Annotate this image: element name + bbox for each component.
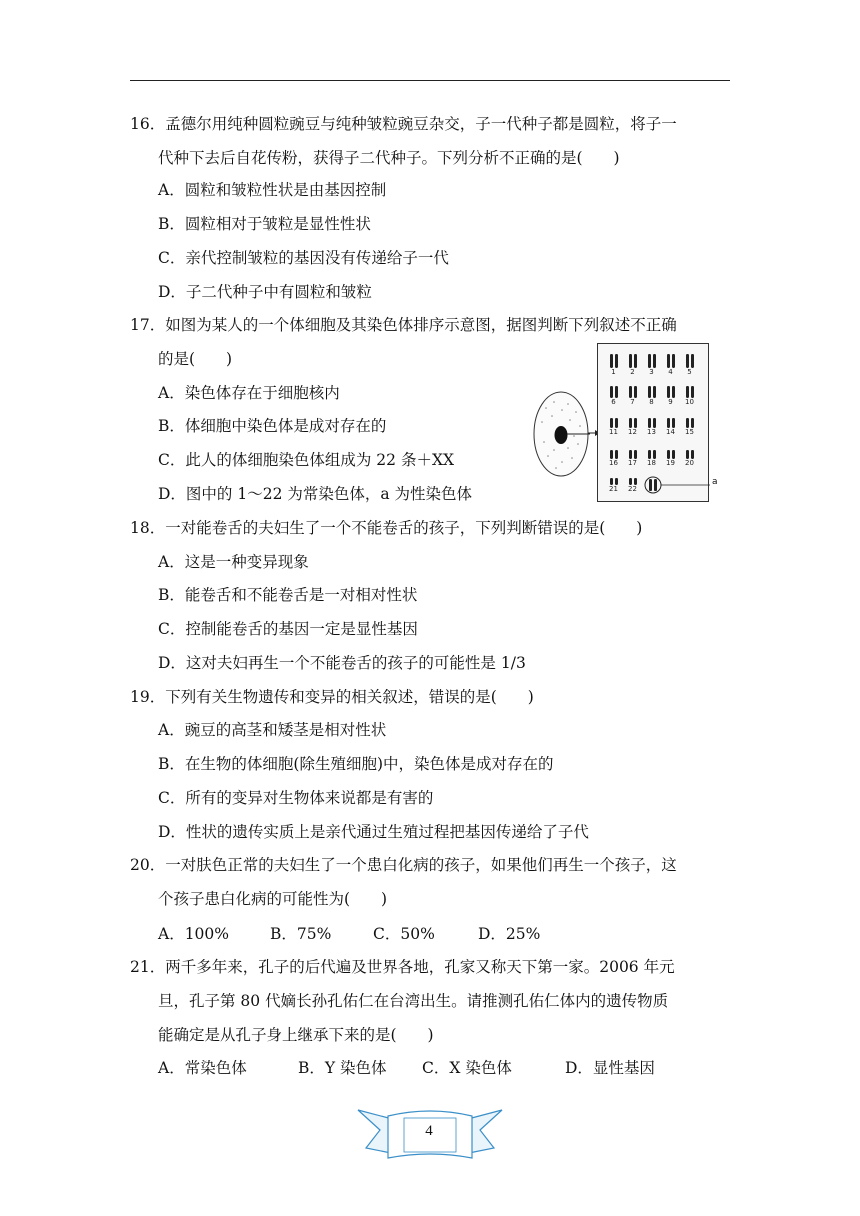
chromosome-pair-2-shape xyxy=(626,354,640,368)
chromosome-pair-17 xyxy=(623,450,642,467)
q17-stem-line-1: 17．如图为某人的一个体细胞及其染色体排序示意图，据图判断下列叙述不正确 xyxy=(130,316,677,334)
chromosome-pair-21-label: 21 xyxy=(609,485,618,493)
chromosome-pair-7-shape xyxy=(626,386,640,398)
chromosome-pair-6-shape xyxy=(607,386,621,398)
chromosome-pair-12-label: 12 xyxy=(628,428,637,436)
chromosome-pair-14-label: 14 xyxy=(666,428,675,436)
karyotype-row-5 xyxy=(604,478,642,493)
header-rule xyxy=(130,80,730,81)
chromosome-pair-1-label: 1 xyxy=(611,368,616,376)
chromosome-pair-11-shape xyxy=(607,418,621,428)
q21-stem-line-2: 旦，孔子第 80 代嫡长孙孔佑仁在台湾出生。请推测孔佑仁体内的遗传物质 xyxy=(158,992,669,1010)
chromosome-pair-6-label: 6 xyxy=(611,398,616,406)
chromosome-pair-19-shape xyxy=(664,450,678,459)
karyotype-row-1 xyxy=(604,354,699,376)
q17-option-a: A．染色体存在于细胞核内 xyxy=(158,384,340,402)
body-cell-diagram xyxy=(532,390,590,478)
chromosome-pair-7 xyxy=(623,386,642,406)
q17-option-d: D．图中的 1～22 为常染色体，a 为性染色体 xyxy=(158,485,473,503)
q19-option-b: B．在生物的体细胞(除生殖细胞)中，染色体是成对存在的 xyxy=(158,755,554,773)
q17-option-b: B．体细胞中染色体是成对存在的 xyxy=(158,417,387,435)
q18-option-a: A．这是一种变异现象 xyxy=(158,553,309,571)
chromosome-pair-6 xyxy=(604,386,623,406)
chromosome-pair-16 xyxy=(604,450,623,467)
chromosome-pair-4 xyxy=(661,354,680,376)
chromosome-pair-8-shape xyxy=(645,386,659,398)
page-number: 4 xyxy=(425,1123,433,1139)
chromosome-pair-3-label: 3 xyxy=(649,368,654,376)
q16-stem-line-2: 代种下去后自花传粉，获得子二代种子。下列分析不正确的是( ) xyxy=(158,149,620,167)
chromosome-pair-15 xyxy=(680,418,699,436)
karyotype-row-4 xyxy=(604,450,699,467)
q19-option-c: C．所有的变异对生物体来说都是有害的 xyxy=(158,789,434,807)
chromosome-pair-4-shape xyxy=(664,354,678,368)
chromosome-pair-13 xyxy=(642,418,661,436)
chromosome-pair-14 xyxy=(661,418,680,436)
chromosome-pair-19 xyxy=(661,450,680,467)
q21-option-d: D．显性基因 xyxy=(565,1059,655,1077)
q18-option-b: B．能卷舌和不能卷舌是一对相对性状 xyxy=(158,586,418,604)
chromosome-pair-18 xyxy=(642,450,661,467)
q18-stem-line-1: 18．一对能卷舌的夫妇生了一个不能卷舌的孩子，下列判断错误的是( ) xyxy=(130,519,643,537)
karyotype-panel xyxy=(597,343,709,502)
chromosome-pair-15-shape xyxy=(683,418,697,428)
chromosome-pair-5-label: 5 xyxy=(687,368,692,376)
q20-option-b: B．75% xyxy=(270,925,332,943)
chromosome-pair-22-label: 22 xyxy=(628,485,637,493)
chromosome-pair-22-shape xyxy=(626,478,640,485)
chromosome-pair-15-label: 15 xyxy=(685,428,694,436)
chromosome-pair-14-shape xyxy=(664,418,678,428)
chromosome-pair-16-label: 16 xyxy=(609,459,618,467)
q19-option-a: A．豌豆的高茎和矮茎是相对性状 xyxy=(158,721,387,739)
q16-option-b: B．圆粒相对于皱粒是显性性状 xyxy=(158,215,371,233)
chromosome-pair-7-label: 7 xyxy=(630,398,635,406)
q16-option-c: C．亲代控制皱粒的基因没有传递给子一代 xyxy=(158,249,449,267)
chromosome-pair-20-shape xyxy=(683,450,697,459)
q21-option-c: C．X 染色体 xyxy=(422,1059,512,1077)
chromosome-pair-21-shape xyxy=(607,478,621,485)
chromosome-pair-9-label: 9 xyxy=(668,398,673,406)
chromosome-pair-3 xyxy=(642,354,661,376)
chromosome-pair-20 xyxy=(680,450,699,467)
chromosome-pair-9 xyxy=(661,386,680,406)
q16-stem-line-1: 16．孟德尔用纯种圆粒豌豆与纯种皱粒豌豆杂交，子一代种子都是圆粒，将子一 xyxy=(130,115,677,133)
chromosome-pair-10 xyxy=(680,386,699,406)
q20-stem-line-1: 20．一对肤色正常的夫妇生了一个患白化病的孩子，如果他们再生一个孩子，这 xyxy=(130,856,677,874)
chromosome-pair-18-shape xyxy=(645,450,659,459)
sex-chromosome-pair xyxy=(644,475,714,495)
chromosome-pair-2-label: 2 xyxy=(630,368,635,376)
q21-stem-line-1: 21．两千多年来，孔子的后代遍及世界各地，孔家又称天下第一家。2006 年元 xyxy=(130,958,675,976)
chromosome-pair-5 xyxy=(680,354,699,376)
chromosome-pair-1-shape xyxy=(607,354,621,368)
chromosome-pair-13-shape xyxy=(645,418,659,428)
chromosome-pair-19-label: 19 xyxy=(666,459,675,467)
chromosome-pair-3-shape xyxy=(645,354,659,368)
karyotype-row-2 xyxy=(604,386,699,406)
q21-stem-line-3: 能确定是从孔子身上继承下来的是( ) xyxy=(158,1026,434,1044)
q21-option-a: A．常染色体 xyxy=(158,1059,247,1077)
sex-chromosome-label: a xyxy=(712,477,718,487)
q16-option-d: D．子二代种子中有圆粒和皱粒 xyxy=(158,283,372,301)
chromosome-pair-21 xyxy=(604,478,623,493)
q19-stem-line-1: 19．下列有关生物遗传和变异的相关叙述，错误的是( ) xyxy=(130,688,534,706)
chromosome-pair-13-label: 13 xyxy=(647,428,656,436)
chromosome-pair-18-label: 18 xyxy=(647,459,656,467)
chromosome-pair-16-shape xyxy=(607,450,621,459)
chromosome-pair-12-shape xyxy=(626,418,640,428)
chromosome-pair-5-shape xyxy=(683,354,697,368)
q20-stem-line-2: 个孩子患白化病的可能性为( ) xyxy=(158,890,388,908)
q18-option-d: D．这对夫妇再生一个不能卷舌的孩子的可能性是 1/3 xyxy=(158,654,526,672)
chromosome-pair-1 xyxy=(604,354,623,376)
q20-option-a: A．100% xyxy=(158,925,230,943)
chromosome-pair-8-label: 8 xyxy=(649,398,654,406)
q19-option-d: D．性状的遗传实质上是亲代通过生殖过程把基因传递给了子代 xyxy=(158,823,589,841)
q20-option-c: C．50% xyxy=(373,925,435,943)
chromosome-pair-11-label: 11 xyxy=(609,428,618,436)
chromosome-pair-2 xyxy=(623,354,642,376)
chromosome-pair-11 xyxy=(604,418,623,436)
chromosome-pair-4-label: 4 xyxy=(668,368,673,376)
karyotype-row-3 xyxy=(604,418,699,436)
chromosome-pair-10-label: 10 xyxy=(685,398,694,406)
q21-option-b: B．Y 染色体 xyxy=(298,1059,387,1077)
q16-option-a: A．圆粒和皱粒性状是由基因控制 xyxy=(158,181,387,199)
q18-option-c: C．控制能卷舌的基因一定是显性基因 xyxy=(158,620,418,638)
chromosome-pair-17-label: 17 xyxy=(628,459,637,467)
chromosome-pair-17-shape xyxy=(626,450,640,459)
chromosome-pair-20-label: 20 xyxy=(685,459,694,467)
chromosome-pair-9-shape xyxy=(664,386,678,398)
chromosome-pair-12 xyxy=(623,418,642,436)
chromosome-pair-8 xyxy=(642,386,661,406)
q17-option-c: C．此人的体细胞染色体组成为 22 条＋XX xyxy=(158,451,455,469)
q17-stem-line-2: 的是( ) xyxy=(158,350,233,368)
chromosome-pair-10-shape xyxy=(683,386,697,398)
q20-option-d: D．25% xyxy=(478,925,541,943)
cell-nucleus xyxy=(555,426,568,444)
chromosome-pair-22 xyxy=(623,478,642,493)
